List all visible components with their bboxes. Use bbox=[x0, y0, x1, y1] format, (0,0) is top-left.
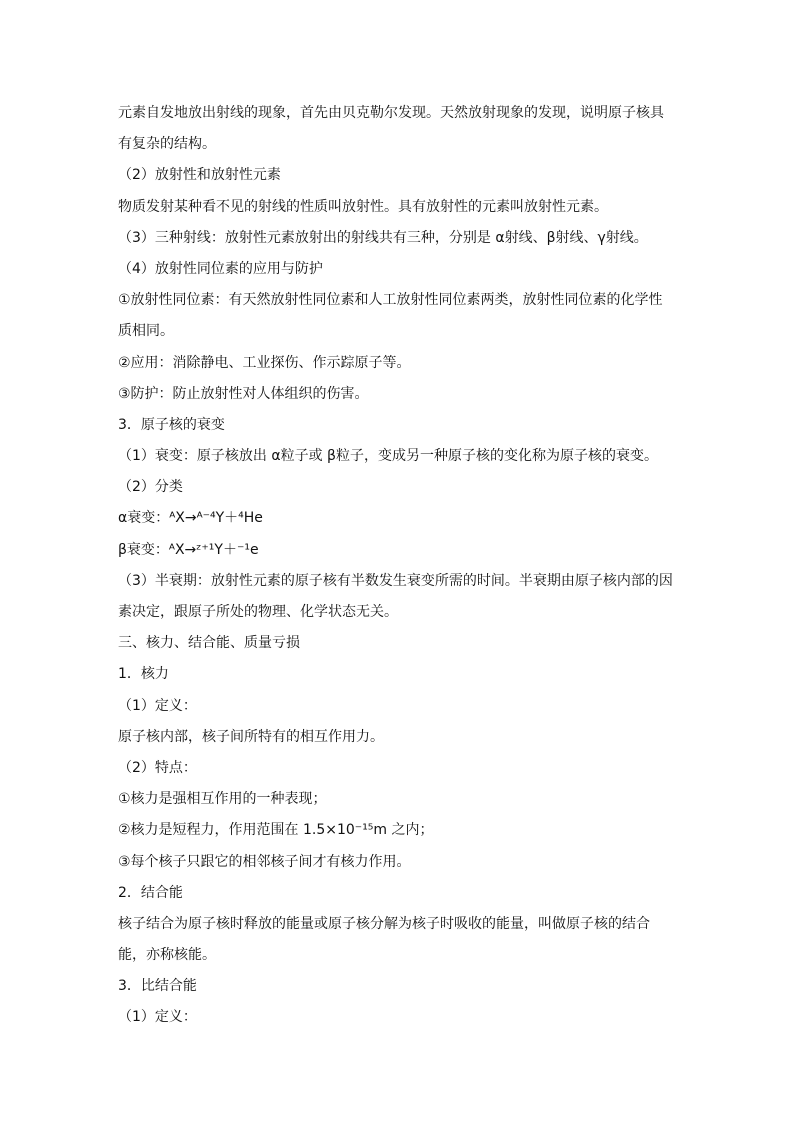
paragraph-line: 能，亦称核能。 bbox=[118, 947, 216, 964]
section-heading: （2）特点： bbox=[118, 759, 197, 776]
section-heading: （1）定义： bbox=[118, 697, 197, 714]
alpha-decay-formula: α衰变：ᴬX→ᴬ⁻⁴Y＋⁴He bbox=[118, 510, 263, 527]
paragraph-line: 素决定，跟原子所处的物理、化学状态无关。 bbox=[118, 604, 398, 620]
section-heading: （1）定义： bbox=[118, 1009, 197, 1026]
section-heading: 3．原子核的衰变 bbox=[118, 416, 225, 433]
paragraph-line: 元素自发地放出射线的现象，首先由贝克勒尔发现。天然放射现象的发现，说明原子核具 bbox=[118, 105, 664, 121]
list-item: ③每个核子只跟它的相邻核子间才有核力作用。 bbox=[118, 853, 411, 870]
section-heading: （2）分类 bbox=[118, 479, 183, 496]
paragraph-line: （3）半衰期：放射性元素的原子核有半数发生衰变所需的时间。半衰期由原子核内部的因 bbox=[118, 572, 673, 589]
list-item: ②核力是短程力，作用范围在 1.5×10⁻¹⁵m 之内； bbox=[118, 822, 434, 839]
list-item: ①放射性同位素：有天然放射性同位素和人工放射性同位素两类，放射性同位素的化学性 bbox=[118, 292, 663, 309]
paragraph-line: （3）三种射线：放射性元素放射出的射线共有三种，分别是 α射线、β射线、γ射线。 bbox=[118, 229, 648, 246]
paragraph-line: 物质发射某种看不见的射线的性质叫放射性。具有放射性的元素叫放射性元素。 bbox=[118, 198, 608, 215]
section-heading: （4）放射性同位素的应用与防护 bbox=[118, 260, 323, 277]
paragraph-line: 核子结合为原子核时释放的能量或原子核分解为核子时吸收的能量，叫做原子核的结合 bbox=[118, 915, 650, 932]
section-heading: 3．比结合能 bbox=[118, 978, 197, 995]
paragraph-line: 质相同。 bbox=[118, 323, 174, 340]
document-body bbox=[118, 98, 678, 1034]
list-item: ②应用：消除静电、工业探伤、作示踪原子等。 bbox=[118, 354, 411, 371]
list-item: ①核力是强相互作用的一种表现； bbox=[118, 791, 327, 808]
paragraph-line: （1）衰变：原子核放出 α粒子或 β粒子，变成另一种原子核的变化称为原子核的衰变。 bbox=[118, 448, 658, 465]
list-item: ③防护：防止放射性对人体组织的伤害。 bbox=[118, 385, 369, 402]
section-heading: 2．结合能 bbox=[118, 884, 183, 901]
paragraph-line: 原子核内部，核子间所特有的相互作用力。 bbox=[118, 728, 384, 745]
section-heading: 1．核力 bbox=[118, 666, 169, 683]
section-heading: 三、核力、结合能、质量亏损 bbox=[118, 635, 300, 652]
section-heading: （2）放射性和放射性元素 bbox=[118, 167, 281, 184]
beta-decay-formula: β衰变：ᴬX→ᶻ⁺¹Y＋⁻¹e bbox=[118, 541, 259, 558]
paragraph-line: 有复杂的结构。 bbox=[118, 136, 216, 153]
